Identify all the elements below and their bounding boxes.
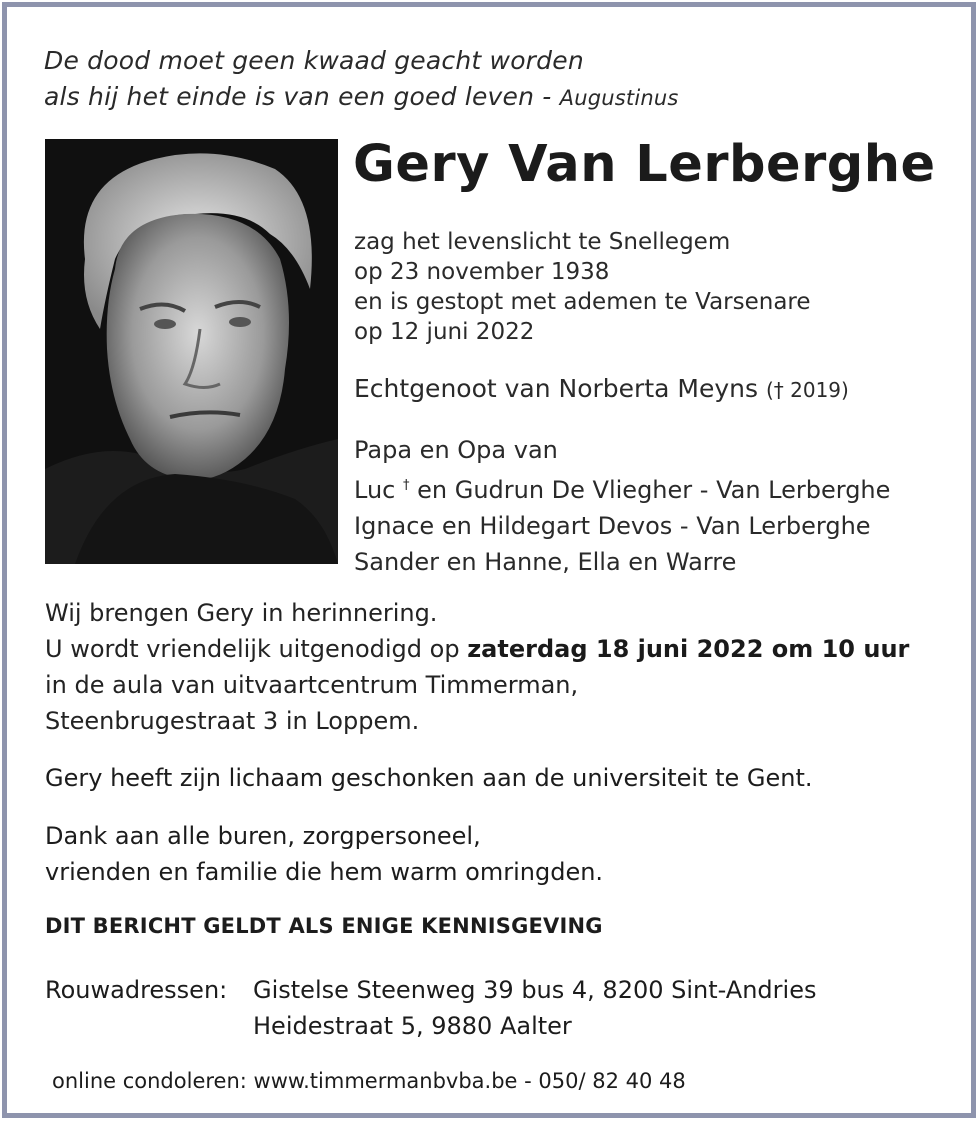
life-line: op 23 november 1938 [354,259,610,285]
family-line: Ignace en Hildegart Devos - Van Lerberghe [354,512,871,540]
quote [44,43,679,116]
address-line: Heidestraat 5, 9880 Aalter [253,1012,572,1040]
life-dates [354,227,811,347]
life-line: op 12 juni 2022 [354,319,535,345]
ceremony-line: Steenbrugestraat 3 in Loppem. [45,707,420,735]
notice-heading: DIT BERICHT GELDT ALS ENIGE KENNISGEVING [45,914,603,938]
portrait-photo [45,139,338,564]
thanks-line: vrienden en familie die hem warm omringden. [45,858,604,886]
quote-separator: - [534,82,560,111]
thanks-note [45,818,603,890]
life-line: en is gestopt met ademen te Varsenare [354,289,811,315]
quote-line-2-text: als hij het einde is van een goed leven [44,82,535,111]
family-line [354,468,890,508]
addresses-label: Rouwadressen: [45,976,228,1004]
ceremony-date: zaterdag 18 juni 2022 om 10 uur [467,635,910,663]
life-line: zag het levenslicht te Snellegem [354,229,731,255]
family-line-1b: en Gudrun De Vliegher - Van Lerberghe [409,476,891,504]
address-line: Gistelse Steenweg 39 bus 4, 8200 Sint-Andries [253,976,817,1004]
ceremony-line [45,631,909,667]
thanks-line: Dank aan alle buren, zorgpersoneel, [45,822,481,850]
quote-author: Augustinus [559,86,679,110]
dagger-mark: † [402,478,410,493]
portrait-illustration [45,139,338,564]
quote-line-2 [44,79,679,116]
online-condolence: online condoleren: www.timmermanbvba.be - 050/ 82 40 48 [52,1069,686,1093]
announcement-frame [2,2,976,1118]
spouse-line [354,371,849,408]
family-line-1a: Luc [354,476,403,504]
ceremony-invite: U wordt vriendelijk uitgenodigd op [45,635,468,663]
spouse-text: Echtgenoot van Norberta Meyns [354,374,766,403]
family-line: Sander en Hanne, Ella en Warre [354,548,737,576]
deceased-name: Gery Van Lerberghe [353,135,936,194]
spouse-note: († 2019) [765,378,849,402]
family-intro: Papa en Opa van [354,436,558,464]
donation-note: Gery heeft zijn lichaam geschonken aan de universiteit te Gent. [45,764,813,792]
addresses-list [253,972,816,1044]
family-list [354,432,890,580]
ceremony-line: Wij brengen Gery in herinnering. [45,599,438,627]
quote-line-1: De dood moet geen kwaad geacht worden [44,46,584,75]
ceremony-info [45,595,909,739]
ceremony-line: in de aula van uitvaartcentrum Timmerman, [45,671,579,699]
